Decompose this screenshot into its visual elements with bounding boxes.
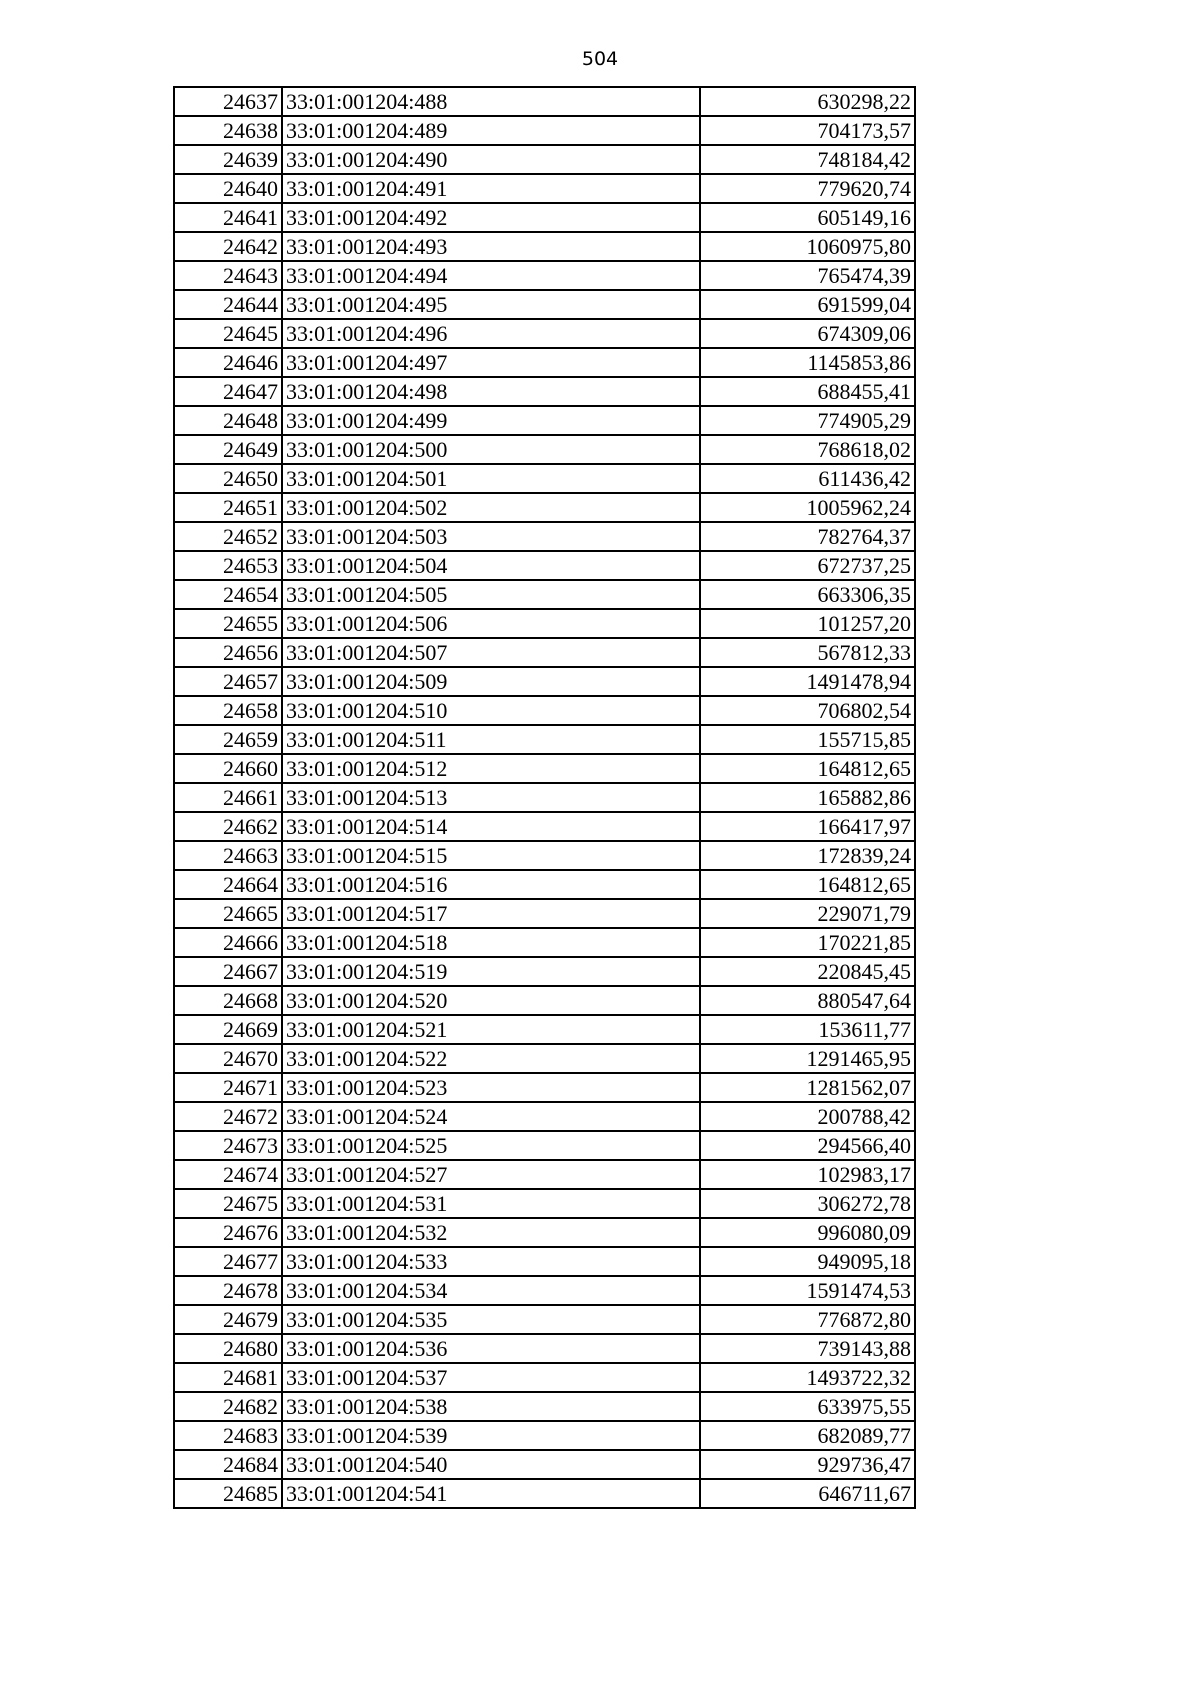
value-cell: 1491478,94 [700, 667, 915, 696]
cadastral-number-cell: 33:01:001204:490 [282, 145, 700, 174]
cadastral-number-cell: 33:01:001204:504 [282, 551, 700, 580]
value-cell: 691599,04 [700, 290, 915, 319]
table-row [174, 1102, 915, 1131]
value-cell: 748184,42 [700, 145, 915, 174]
value-cell: 1291465,95 [700, 1044, 915, 1073]
table-row [174, 725, 915, 754]
cadastral-number-cell: 33:01:001204:540 [282, 1450, 700, 1479]
value-cell: 633975,55 [700, 1392, 915, 1421]
cadastral-number-cell: 33:01:001204:497 [282, 348, 700, 377]
table-row [174, 87, 915, 116]
table-row [174, 957, 915, 986]
value-cell: 200788,42 [700, 1102, 915, 1131]
cadastral-number-cell: 33:01:001204:523 [282, 1073, 700, 1102]
row-number-cell: 24677 [174, 1247, 282, 1276]
cadastral-number-cell: 33:01:001204:531 [282, 1189, 700, 1218]
table-row [174, 928, 915, 957]
cadastral-number-cell: 33:01:001204:506 [282, 609, 700, 638]
value-cell: 1005962,24 [700, 493, 915, 522]
row-number-cell: 24662 [174, 812, 282, 841]
cadastral-number-cell: 33:01:001204:492 [282, 203, 700, 232]
row-number-cell: 24670 [174, 1044, 282, 1073]
value-cell: 688455,41 [700, 377, 915, 406]
row-number-cell: 24640 [174, 174, 282, 203]
row-number-cell: 24669 [174, 1015, 282, 1044]
cadastral-number-cell: 33:01:001204:538 [282, 1392, 700, 1421]
table-row [174, 377, 915, 406]
cadastral-number-cell: 33:01:001204:493 [282, 232, 700, 261]
row-number-cell: 24665 [174, 899, 282, 928]
table-row [174, 754, 915, 783]
table-row [174, 319, 915, 348]
table-row [174, 435, 915, 464]
value-cell: 165882,86 [700, 783, 915, 812]
table-row [174, 261, 915, 290]
cadastral-number-cell: 33:01:001204:514 [282, 812, 700, 841]
cadastral-number-cell: 33:01:001204:503 [282, 522, 700, 551]
table-row [174, 1421, 915, 1450]
row-number-cell: 24654 [174, 580, 282, 609]
cadastral-number-cell: 33:01:001204:505 [282, 580, 700, 609]
value-cell: 739143,88 [700, 1334, 915, 1363]
row-number-cell: 24657 [174, 667, 282, 696]
table-row [174, 986, 915, 1015]
cadastral-number-cell: 33:01:001204:511 [282, 725, 700, 754]
table-row [174, 290, 915, 319]
row-number-cell: 24643 [174, 261, 282, 290]
cadastral-number-cell: 33:01:001204:488 [282, 87, 700, 116]
cadastral-number-cell: 33:01:001204:496 [282, 319, 700, 348]
table-row [174, 1160, 915, 1189]
table-row [174, 522, 915, 551]
table-row [174, 174, 915, 203]
value-cell: 567812,33 [700, 638, 915, 667]
row-number-cell: 24673 [174, 1131, 282, 1160]
value-cell: 774905,29 [700, 406, 915, 435]
row-number-cell: 24648 [174, 406, 282, 435]
row-number-cell: 24656 [174, 638, 282, 667]
page-number: 504 [581, 48, 619, 70]
value-cell: 153611,77 [700, 1015, 915, 1044]
table-row [174, 1247, 915, 1276]
table-row [174, 1363, 915, 1392]
value-cell: 101257,20 [700, 609, 915, 638]
value-cell: 1281562,07 [700, 1073, 915, 1102]
cadastral-number-cell: 33:01:001204:507 [282, 638, 700, 667]
data-table [173, 86, 916, 1509]
value-cell: 663306,35 [700, 580, 915, 609]
row-number-cell: 24682 [174, 1392, 282, 1421]
table-row [174, 1015, 915, 1044]
table-row [174, 783, 915, 812]
value-cell: 306272,78 [700, 1189, 915, 1218]
table-row [174, 1276, 915, 1305]
value-cell: 1060975,80 [700, 232, 915, 261]
row-number-cell: 24676 [174, 1218, 282, 1247]
table-row [174, 638, 915, 667]
table-row [174, 464, 915, 493]
row-number-cell: 24638 [174, 116, 282, 145]
cadastral-number-cell: 33:01:001204:500 [282, 435, 700, 464]
row-number-cell: 24683 [174, 1421, 282, 1450]
row-number-cell: 24652 [174, 522, 282, 551]
table-row [174, 1189, 915, 1218]
cadastral-number-cell: 33:01:001204:491 [282, 174, 700, 203]
cadastral-number-cell: 33:01:001204:509 [282, 667, 700, 696]
cadastral-number-cell: 33:01:001204:541 [282, 1479, 700, 1508]
cadastral-number-cell: 33:01:001204:534 [282, 1276, 700, 1305]
table-row [174, 609, 915, 638]
row-number-cell: 24642 [174, 232, 282, 261]
row-number-cell: 24675 [174, 1189, 282, 1218]
value-cell: 229071,79 [700, 899, 915, 928]
cadastral-number-cell: 33:01:001204:539 [282, 1421, 700, 1450]
value-cell: 1591474,53 [700, 1276, 915, 1305]
value-cell: 170221,85 [700, 928, 915, 957]
table-row [174, 899, 915, 928]
table-row [174, 348, 915, 377]
table-row [174, 841, 915, 870]
value-cell: 172839,24 [700, 841, 915, 870]
cadastral-number-cell: 33:01:001204:525 [282, 1131, 700, 1160]
cadastral-number-cell: 33:01:001204:520 [282, 986, 700, 1015]
value-cell: 166417,97 [700, 812, 915, 841]
row-number-cell: 24637 [174, 87, 282, 116]
value-cell: 682089,77 [700, 1421, 915, 1450]
value-cell: 164812,65 [700, 754, 915, 783]
value-cell: 605149,16 [700, 203, 915, 232]
value-cell: 929736,47 [700, 1450, 915, 1479]
table-row [174, 145, 915, 174]
cadastral-number-cell: 33:01:001204:536 [282, 1334, 700, 1363]
table-row [174, 1305, 915, 1334]
table-row [174, 870, 915, 899]
cadastral-number-cell: 33:01:001204:502 [282, 493, 700, 522]
value-cell: 646711,67 [700, 1479, 915, 1508]
table-row [174, 1334, 915, 1363]
table-row [174, 580, 915, 609]
value-cell: 782764,37 [700, 522, 915, 551]
row-number-cell: 24664 [174, 870, 282, 899]
row-number-cell: 24685 [174, 1479, 282, 1508]
cadastral-number-cell: 33:01:001204:535 [282, 1305, 700, 1334]
row-number-cell: 24645 [174, 319, 282, 348]
row-number-cell: 24644 [174, 290, 282, 319]
table-row [174, 1044, 915, 1073]
value-cell: 155715,85 [700, 725, 915, 754]
cadastral-number-cell: 33:01:001204:516 [282, 870, 700, 899]
cadastral-number-cell: 33:01:001204:533 [282, 1247, 700, 1276]
row-number-cell: 24660 [174, 754, 282, 783]
cadastral-number-cell: 33:01:001204:515 [282, 841, 700, 870]
cadastral-number-cell: 33:01:001204:522 [282, 1044, 700, 1073]
table-row [174, 1450, 915, 1479]
value-cell: 102983,17 [700, 1160, 915, 1189]
row-number-cell: 24653 [174, 551, 282, 580]
cadastral-number-cell: 33:01:001204:519 [282, 957, 700, 986]
cadastral-number-cell: 33:01:001204:532 [282, 1218, 700, 1247]
table-row [174, 1073, 915, 1102]
row-number-cell: 24666 [174, 928, 282, 957]
row-number-cell: 24680 [174, 1334, 282, 1363]
row-number-cell: 24646 [174, 348, 282, 377]
cadastral-number-cell: 33:01:001204:537 [282, 1363, 700, 1392]
row-number-cell: 24681 [174, 1363, 282, 1392]
value-cell: 880547,64 [700, 986, 915, 1015]
row-number-cell: 24655 [174, 609, 282, 638]
value-cell: 776872,80 [700, 1305, 915, 1334]
row-number-cell: 24641 [174, 203, 282, 232]
value-cell: 768618,02 [700, 435, 915, 464]
cadastral-number-cell: 33:01:001204:521 [282, 1015, 700, 1044]
cadastral-number-cell: 33:01:001204:498 [282, 377, 700, 406]
value-cell: 1145853,86 [700, 348, 915, 377]
value-cell: 672737,25 [700, 551, 915, 580]
cadastral-number-cell: 33:01:001204:494 [282, 261, 700, 290]
table-row [174, 551, 915, 580]
value-cell: 765474,39 [700, 261, 915, 290]
row-number-cell: 24650 [174, 464, 282, 493]
cadastral-number-cell: 33:01:001204:495 [282, 290, 700, 319]
table-row [174, 493, 915, 522]
row-number-cell: 24684 [174, 1450, 282, 1479]
row-number-cell: 24668 [174, 986, 282, 1015]
cadastral-number-cell: 33:01:001204:524 [282, 1102, 700, 1131]
row-number-cell: 24639 [174, 145, 282, 174]
value-cell: 779620,74 [700, 174, 915, 203]
cadastral-number-cell: 33:01:001204:517 [282, 899, 700, 928]
table-row [174, 1218, 915, 1247]
row-number-cell: 24663 [174, 841, 282, 870]
table-row [174, 1392, 915, 1421]
value-cell: 611436,42 [700, 464, 915, 493]
cadastral-number-cell: 33:01:001204:499 [282, 406, 700, 435]
table-row [174, 1479, 915, 1508]
table-body [174, 87, 915, 1508]
table-row [174, 696, 915, 725]
row-number-cell: 24661 [174, 783, 282, 812]
table-row [174, 812, 915, 841]
row-number-cell: 24679 [174, 1305, 282, 1334]
value-cell: 1493722,32 [700, 1363, 915, 1392]
row-number-cell: 24647 [174, 377, 282, 406]
row-number-cell: 24678 [174, 1276, 282, 1305]
table-row [174, 667, 915, 696]
value-cell: 949095,18 [700, 1247, 915, 1276]
row-number-cell: 24667 [174, 957, 282, 986]
cadastral-number-cell: 33:01:001204:527 [282, 1160, 700, 1189]
table-row [174, 116, 915, 145]
value-cell: 164812,65 [700, 870, 915, 899]
row-number-cell: 24671 [174, 1073, 282, 1102]
row-number-cell: 24658 [174, 696, 282, 725]
value-cell: 996080,09 [700, 1218, 915, 1247]
cadastral-number-cell: 33:01:001204:489 [282, 116, 700, 145]
value-cell: 706802,54 [700, 696, 915, 725]
value-cell: 704173,57 [700, 116, 915, 145]
row-number-cell: 24672 [174, 1102, 282, 1131]
cadastral-number-cell: 33:01:001204:512 [282, 754, 700, 783]
value-cell: 220845,45 [700, 957, 915, 986]
row-number-cell: 24674 [174, 1160, 282, 1189]
table-row [174, 232, 915, 261]
cadastral-number-cell: 33:01:001204:501 [282, 464, 700, 493]
row-number-cell: 24659 [174, 725, 282, 754]
table-row [174, 1131, 915, 1160]
cadastral-number-cell: 33:01:001204:510 [282, 696, 700, 725]
value-cell: 630298,22 [700, 87, 915, 116]
value-cell: 674309,06 [700, 319, 915, 348]
row-number-cell: 24651 [174, 493, 282, 522]
table-row [174, 203, 915, 232]
table-row [174, 406, 915, 435]
cadastral-number-cell: 33:01:001204:513 [282, 783, 700, 812]
cadastral-number-cell: 33:01:001204:518 [282, 928, 700, 957]
row-number-cell: 24649 [174, 435, 282, 464]
value-cell: 294566,40 [700, 1131, 915, 1160]
